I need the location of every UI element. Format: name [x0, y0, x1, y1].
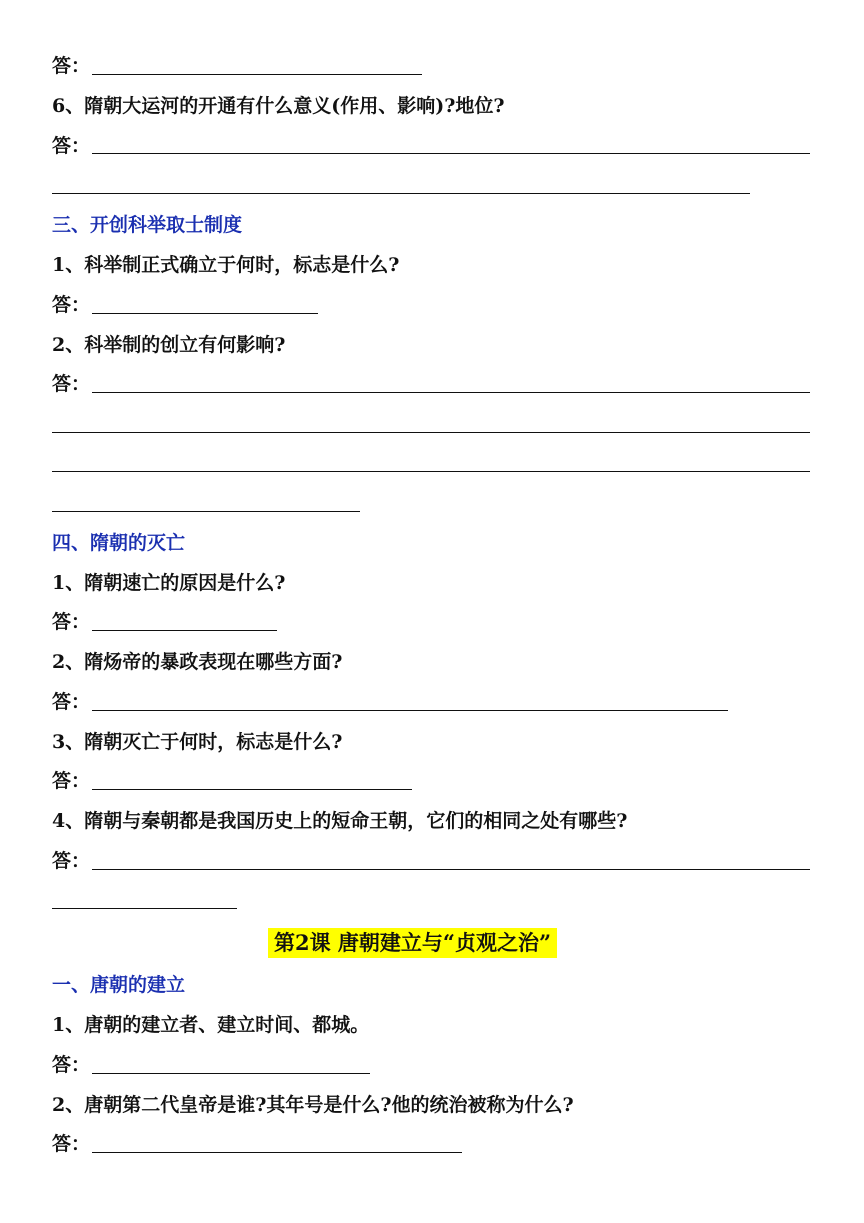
answer-label: 答：: [52, 373, 91, 395]
answer-label: 答：: [52, 611, 91, 633]
answer-blank[interactable]: [92, 74, 422, 75]
answer-blank[interactable]: [92, 153, 810, 154]
answer-label: 答：: [52, 1133, 91, 1155]
lesson-title: 第2课 唐朝建立与“贞观之治”: [268, 928, 557, 958]
answer-label: 答：: [52, 294, 91, 316]
question-keju-1: 1、科举制正式确立于何时，标志是什么?: [52, 254, 400, 276]
question-sui-fall-3: 3、隋朝灭亡于何时，标志是什么?: [52, 731, 343, 753]
section-heading-tang-founding: 一、唐朝的建立: [52, 974, 186, 996]
section-heading-keju: 三、开创科举取士制度: [52, 214, 243, 236]
answer-blank[interactable]: [92, 710, 728, 711]
answer-blank[interactable]: [92, 869, 810, 870]
question-tang-2: 2、唐朝第二代皇帝是谁?其年号是什么?他的统治被称为什么?: [52, 1094, 574, 1116]
question-sui-fall-2: 2、隋炀帝的暴政表现在哪些方面?: [52, 651, 343, 673]
answer-blank[interactable]: [92, 1073, 370, 1074]
answer-blank[interactable]: [92, 1152, 462, 1153]
question-keju-2: 2、科举制的创立有何影响?: [52, 334, 286, 356]
answer-blank[interactable]: [92, 313, 318, 314]
question-sui-fall-1: 1、隋朝速亡的原因是什么?: [52, 572, 286, 594]
answer-label: 答：: [52, 135, 91, 157]
answer-label: 答：: [52, 55, 91, 77]
answer-blank[interactable]: [92, 392, 810, 393]
answer-blank[interactable]: [52, 193, 750, 194]
question-6: 6、隋朝大运河的开通有什么意义(作用、影响)?地位?: [52, 95, 505, 117]
answer-label: 答：: [52, 1054, 91, 1076]
question-sui-fall-4: 4、隋朝与秦朝都是我国历史上的短命王朝，它们的相同之处有哪些?: [52, 810, 628, 832]
answer-blank[interactable]: [52, 432, 810, 433]
answer-label: 答：: [52, 770, 91, 792]
section-heading-sui-fall: 四、隋朝的灭亡: [52, 532, 186, 554]
answer-blank[interactable]: [52, 511, 360, 512]
answer-label: 答：: [52, 691, 91, 713]
answer-label: 答：: [52, 850, 91, 872]
question-tang-1: 1、唐朝的建立者、建立时间、都城。: [52, 1014, 370, 1036]
answer-blank[interactable]: [92, 789, 412, 790]
answer-blank[interactable]: [52, 471, 810, 472]
answer-blank[interactable]: [92, 630, 277, 631]
answer-blank[interactable]: [52, 908, 237, 909]
